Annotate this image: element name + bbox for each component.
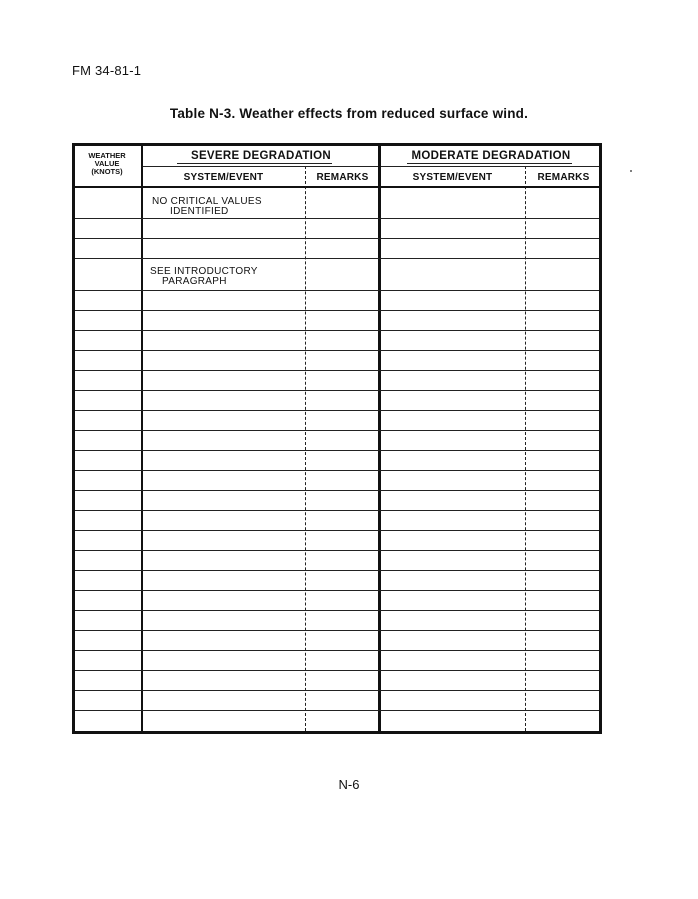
moderate-title-underline [407, 163, 572, 164]
row-rule-13 [75, 470, 599, 471]
row-rule-3 [75, 258, 599, 259]
column-divider-severe-remarks [305, 166, 306, 731]
column-divider-weather [141, 143, 143, 734]
row-rule-5 [75, 310, 599, 311]
entry-see-intro-line-1: SEE INTRODUCTORY [150, 266, 258, 277]
row-rule-16 [75, 530, 599, 531]
header-bottom-rule [75, 186, 599, 188]
header-moderate-system-event: SYSTEM/EVENT [412, 172, 493, 183]
entry-no-critical-line-1: NO CRITICAL VALUES [152, 196, 262, 207]
row-rule-21 [75, 630, 599, 631]
entry-see-introductory [150, 267, 258, 287]
header-weather-line-3: (KNOTS) [91, 167, 123, 176]
row-rule-24 [75, 690, 599, 691]
subheader-rule-moderate [381, 166, 599, 167]
page-number: N-6 [338, 777, 360, 792]
header-weather-line-2: VALUE [94, 159, 120, 168]
row-rule-9 [75, 390, 599, 391]
header-severe-remarks: REMARKS [316, 172, 369, 183]
stray-mark [630, 170, 632, 172]
row-rule-23 [75, 670, 599, 671]
row-rule-7 [75, 350, 599, 351]
row-rule-15 [75, 510, 599, 511]
row-rule-20 [75, 610, 599, 611]
severe-title-underline [177, 163, 332, 164]
row-rule-12 [75, 450, 599, 451]
document-id: FM 34-81-1 [72, 63, 142, 78]
header-weather-value [72, 152, 142, 176]
row-rule-22 [75, 650, 599, 651]
row-rule-19 [75, 590, 599, 591]
row-rule-2 [75, 238, 599, 239]
row-rule-11 [75, 430, 599, 431]
row-rule-25 [75, 710, 599, 711]
header-severe-system-event: SYSTEM/EVENT [183, 172, 264, 183]
column-divider-moderate-remarks [525, 166, 526, 731]
subheader-rule-severe [143, 166, 378, 167]
row-rule-10 [75, 410, 599, 411]
table-title: Table N-3. Weather effects from reduced surface wind. [169, 106, 529, 121]
entry-no-critical-line-2: IDENTIFIED [170, 206, 229, 217]
row-rule-14 [75, 490, 599, 491]
entry-see-intro-line-2: PARAGRAPH [162, 276, 227, 287]
row-rule-8 [75, 370, 599, 371]
entry-no-critical-values [152, 197, 262, 217]
column-divider-severe-moderate [378, 143, 381, 734]
header-severe-degradation: SEVERE DEGRADATION [190, 150, 331, 162]
row-rule-18 [75, 570, 599, 571]
row-rule-4 [75, 290, 599, 291]
row-rule-6 [75, 330, 599, 331]
header-moderate-remarks: REMARKS [537, 172, 590, 183]
header-weather-line-1: WEATHER [88, 151, 126, 160]
row-rule-17 [75, 550, 599, 551]
header-moderate-degradation: MODERATE DEGRADATION [411, 150, 571, 162]
table-frame [72, 143, 602, 734]
row-rule-1 [75, 218, 599, 219]
